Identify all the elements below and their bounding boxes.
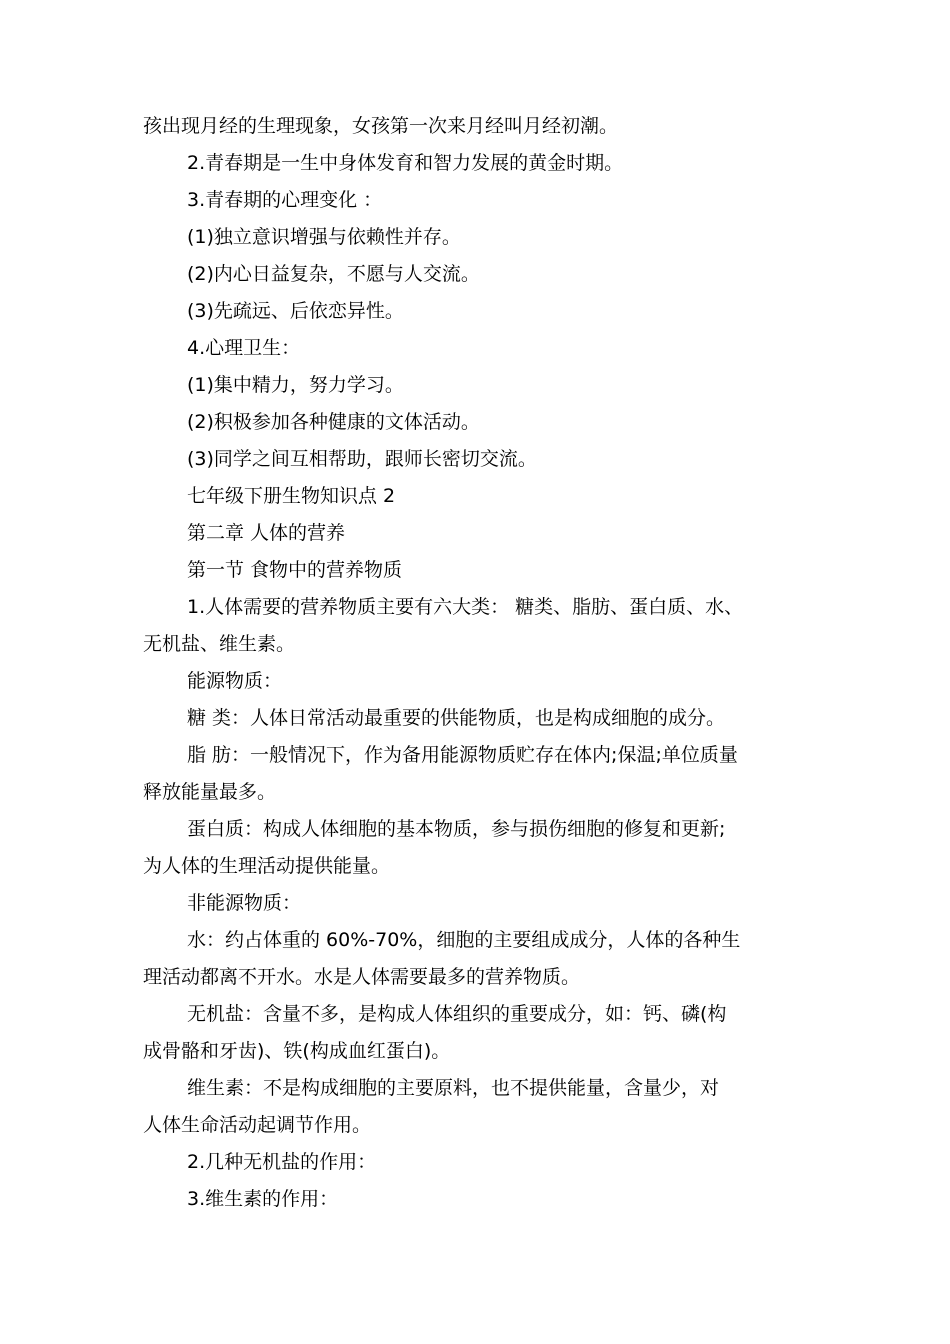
text-line: 无机盐：含量不多，是构成人体组织的重要成分，如：钙、磷(构 bbox=[187, 1003, 727, 1025]
text-line: 4.心理卫生： bbox=[187, 337, 301, 359]
text-line: 维生素：不是构成细胞的主要原料，也不提供能量，含量少，对 bbox=[187, 1077, 720, 1099]
text-line: 水：约占体重的 60%-70%，细胞的主要组成成分，人体的各种生 bbox=[187, 929, 741, 951]
text-line: (2)积极参加各种健康的文体活动。 bbox=[187, 411, 480, 433]
text-line: 3.维生素的作用： bbox=[187, 1188, 339, 1210]
text-line: 为人体的生理活动提供能量。 bbox=[143, 855, 391, 877]
text-line: (3)先疏远、后依恋异性。 bbox=[187, 300, 404, 322]
text-line: 非能源物质： bbox=[187, 892, 302, 914]
text-line: 1.人体需要的营养物质主要有六大类： 糖类、脂肪、蛋白质、水、 bbox=[187, 596, 744, 618]
text-line: 无机盐、维生素。 bbox=[143, 633, 296, 655]
text-line: 理活动都离不开水。水是人体需要最多的营养物质。 bbox=[143, 966, 581, 988]
text-line: 人体生命活动起调节作用。 bbox=[143, 1114, 372, 1136]
document-body bbox=[143, 108, 833, 1218]
text-line: (1)独立意识增强与依赖性并存。 bbox=[187, 226, 461, 248]
text-line: 2.青春期是一生中身体发育和智力发展的黄金时期。 bbox=[187, 152, 624, 174]
text-line: (2)内心日益复杂，不愿与人交流。 bbox=[187, 263, 480, 285]
text-line: (3)同学之间互相帮助，跟师长密切交流。 bbox=[187, 448, 537, 470]
text-line: 3.青春期的心理变化 ： bbox=[187, 189, 383, 211]
text-line: 孩出现月经的生理现象，女孩第一次来月经叫月经初潮。 bbox=[143, 115, 619, 137]
section-heading: 第一节 食物中的营养物质 bbox=[187, 559, 403, 581]
section-heading: 七年级下册生物知识点 2 bbox=[187, 485, 396, 507]
text-line: 释放能量最多。 bbox=[143, 781, 277, 803]
text-line: 成骨骼和牙齿)、铁(构成血红蛋白)。 bbox=[143, 1040, 451, 1062]
text-line: 糖 类：人体日常活动最重要的供能物质，也是构成细胞的成分。 bbox=[187, 707, 726, 729]
text-line: (1)集中精力，努力学习。 bbox=[187, 374, 404, 396]
text-line: 蛋白质：构成人体细胞的基本物质，参与损伤细胞的修复和更新; bbox=[187, 818, 726, 840]
text-line: 能源物质： bbox=[187, 670, 283, 692]
chapter-heading: 第二章 人体的营养 bbox=[187, 522, 346, 544]
text-line: 脂 肪：一般情况下，作为备用能源物质贮存在体内;保温;单位质量 bbox=[187, 744, 738, 766]
text-line: 2.几种无机盐的作用： bbox=[187, 1151, 377, 1173]
